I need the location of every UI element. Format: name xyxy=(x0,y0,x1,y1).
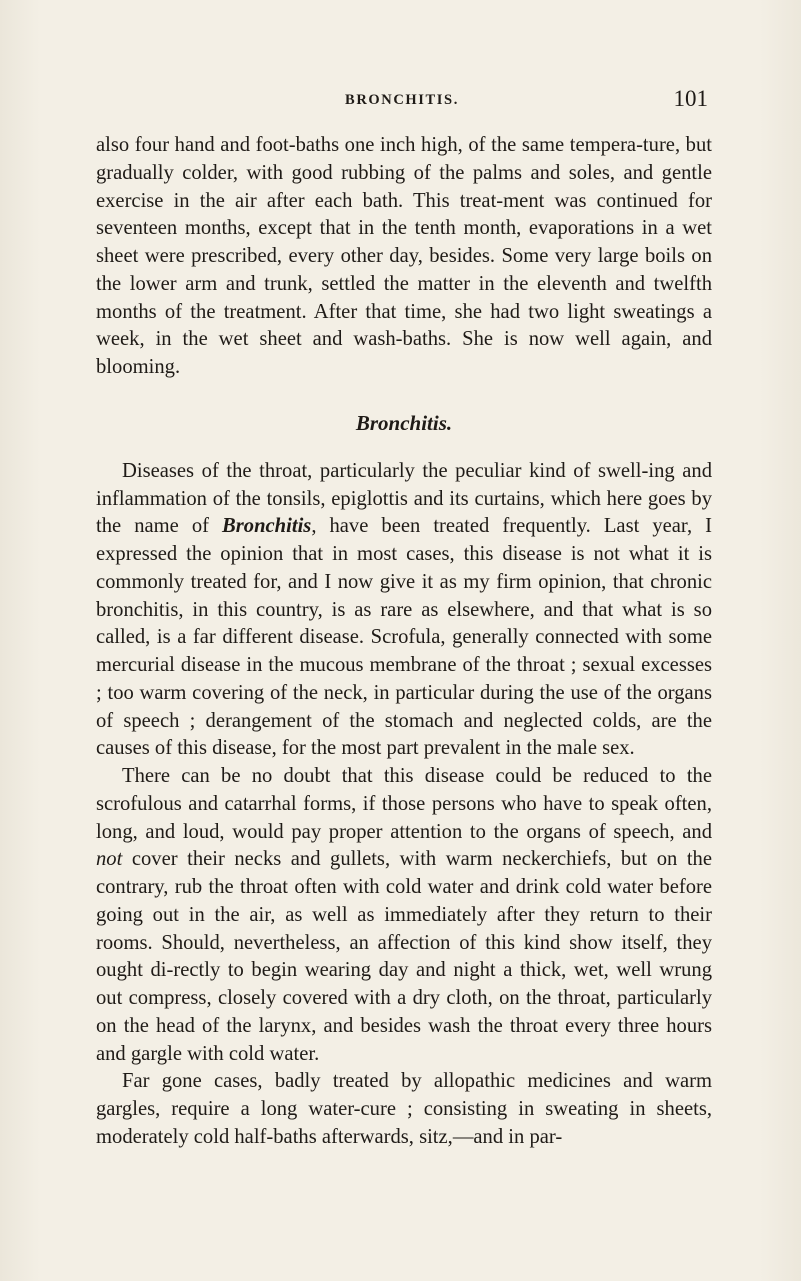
paragraph-continued xyxy=(96,132,712,382)
section-heading: Bronchitis. xyxy=(355,410,453,435)
running-title: BRONCHITIS. xyxy=(345,92,459,108)
body-text xyxy=(96,132,712,1152)
paragraph-text: also four hand and foot-baths one inch high, of the same tempera-ture, but gradually colder, with good rubbing of the palms and soles, and gentle exercise in the air after each bath. This treat-ment was continued for seventeen months, except that in the tenth month, evaporations in a wet sheet were prescribed, every other day, besides. Some very large boils on the lower arm and trunk, settled the matter in the eleventh and twelfth months of the treatment. After that time, she had two light sweatings a week, in the wet sheet and wash-baths. She is now well again, and blooming. xyxy=(96,134,712,378)
running-head xyxy=(96,86,708,116)
paragraph-text: Diseases of the throat, particularly the peculiar kind of swell-ing and inflammation of the tonsils, epiglottis and its curtains, which here goes by the name of xyxy=(96,459,712,538)
paragraph-text: , have been treated frequently. Last year, I expressed the opinion that in most cases, this disease is not what it is commonly treated for, and I now give it as my firm opinion, that chronic bronchitis, in this country, is as rare as elsewhere, and that what is so called, is a far different disease. Scrofula, generally connected with some mercurial disease in the mucous membrane of the throat ; sexual excesses ; too warm covering of the neck, in particular during the use of the organs of speech ; derangement of the stomach and neglected colds, are the causes of this disease, for the most part prevalent in the male sex. xyxy=(96,515,713,760)
paragraph-text: There can be no doubt that this disease could be reduced to the scrofulous and catarrhal forms, if those persons who have to speak often, long, and loud, would pay proper attention to the organs of speech, and xyxy=(96,765,712,843)
paragraph-text: Far gone cases, badly treated by allopathic medicines and warm gargles, require a long water-cure ; consisting in sweating in sheets, moderately cold half-baths afterwards, sitz,—and in par- xyxy=(96,1070,712,1148)
paragraph xyxy=(96,458,712,763)
italic-word: not xyxy=(96,848,123,871)
italic-term: Bronchitis xyxy=(222,515,312,538)
paragraph-text: cover their necks and gullets, with warm neckerchiefs, but on the contrary, rub the throat often with cold water and drink cold water before going out in the air, as well as immediately after they return to their rooms. Should, nevertheless, an affection of this kind show itself, they ought di-rectly to begin wearing day and night a thick, wet, well wrung out compress, closely covered with a dry cloth, on the throat, particularly on the head of the larynx, and besides wash the throat every three hours and gargle with cold water. xyxy=(96,848,712,1065)
paragraph xyxy=(96,763,712,1068)
paragraph xyxy=(96,1068,712,1151)
page-number: 101 xyxy=(673,86,708,111)
